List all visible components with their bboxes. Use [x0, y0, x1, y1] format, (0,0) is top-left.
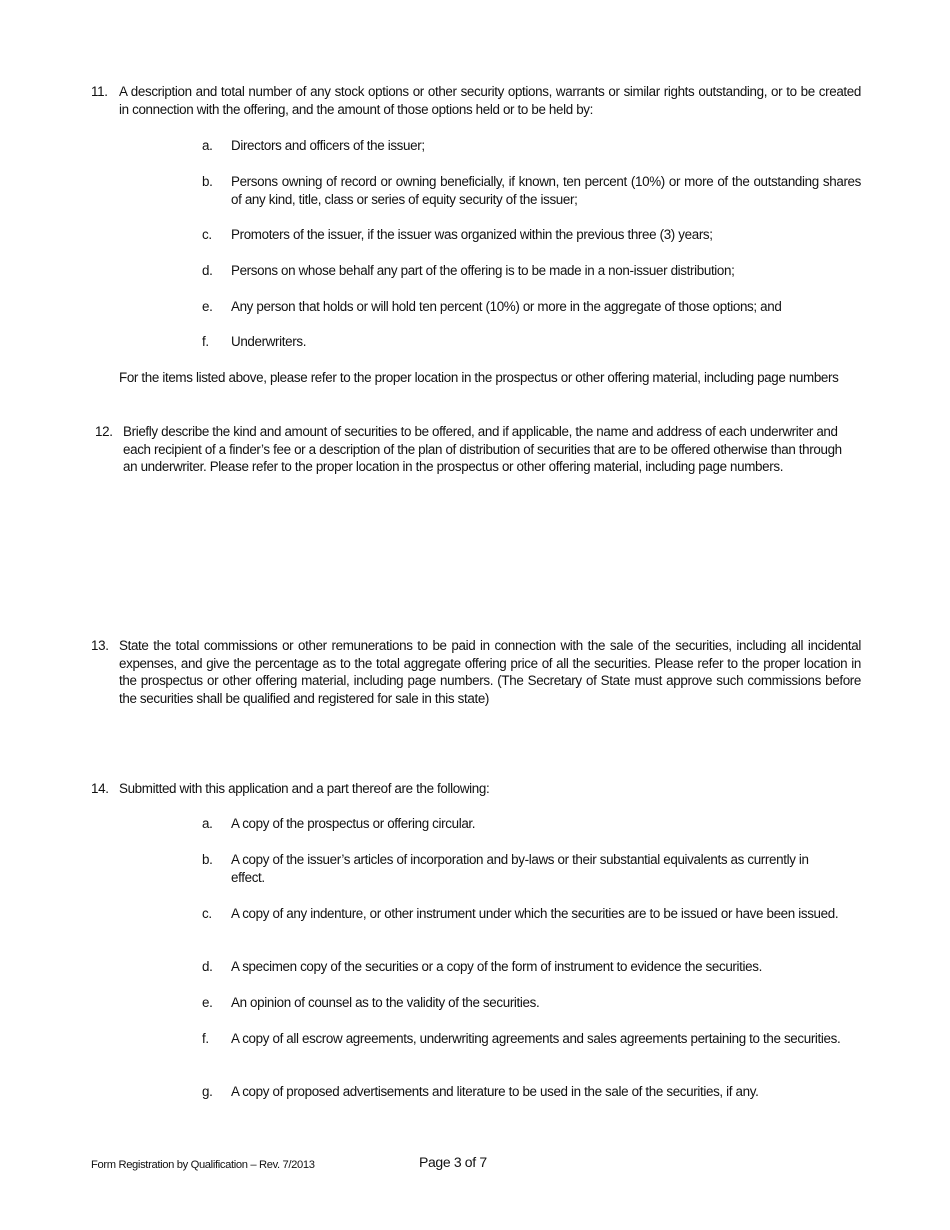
- footer-form-name: Form Registration by Qualification – Rev. 7/2013: [91, 1159, 315, 1171]
- item-number: 13.: [91, 638, 109, 653]
- subitem-text: Persons on whose behalf any part of the offering is to be made in a non-issuer distribution;: [231, 263, 735, 278]
- item-number: 11.: [91, 84, 108, 99]
- item-13: [91, 637, 861, 712]
- item-11: [91, 83, 861, 123]
- subitem-text: An opinion of counsel as to the validity of the securities.: [231, 995, 540, 1010]
- subitem-text: Promoters of the issuer, if the issuer was organized within the previous three (3) years;: [231, 227, 713, 242]
- subitem-text: Underwriters.: [231, 334, 307, 349]
- subitem-letter: f.: [202, 1031, 209, 1046]
- subitem-letter: c.: [202, 227, 212, 242]
- subitem-letter: g.: [202, 1084, 213, 1099]
- subitem-text: Directors and officers of the issuer;: [231, 138, 425, 153]
- item-number: 14.: [91, 781, 109, 796]
- subitem-letter: f.: [202, 334, 209, 349]
- subitem-letter: a.: [202, 138, 213, 153]
- subitem-text: A copy of any indenture, or other instrument under which the securities are to be issued or have been issued.: [231, 906, 839, 921]
- subitem-letter: d.: [202, 263, 213, 278]
- subitem-text: A copy of the prospectus or offering circular.: [231, 816, 476, 831]
- item-11-note: For the items listed above, please refer to the proper location in the prospectus or other offering material, including page numbers: [119, 370, 839, 385]
- subitem-letter: b.: [202, 174, 213, 189]
- subitem-letter: c.: [202, 906, 212, 921]
- subitem-text: A copy of all escrow agreements, underwriting agreements and sales agreements pertaining to the securities.: [231, 1031, 841, 1046]
- subitem-text: A specimen copy of the securities or a copy of the form of instrument to evidence the securities.: [231, 959, 762, 974]
- subitem-letter: e.: [202, 995, 213, 1010]
- subitem-letter: a.: [202, 816, 213, 831]
- subitem-text: A copy of proposed advertisements and literature to be used in the sale of the securities, if any.: [231, 1084, 759, 1099]
- subitem-letter: b.: [202, 852, 213, 867]
- item-text: State the total commissions or other remunerations to be paid in connection with the sale of the securities, including all incidental expenses, and give the percentage as to the total aggregate offering price of all the securities. Please refer to the proper location in the prospectus or other offering material, including page numbers. (The Secretary of State must approve such commissions before the securities shall be qualified and registered for sale in this state): [119, 638, 861, 706]
- item-text: Submitted with this application and a part thereof are the following:: [119, 781, 490, 796]
- item-14: [91, 780, 861, 800]
- footer-page-number: Page 3 of 7: [419, 1154, 487, 1170]
- subitem-letter: d.: [202, 959, 213, 974]
- item-number: 12.: [95, 424, 113, 439]
- item-text: Briefly describe the kind and amount of securities to be offered, and if applicable, the name and address of each underwriter and each recipient of a finder’s fee or a description of the plan of distribution of securities that are to be offered otherwise than through an underwriter. Please refer to the proper location in the prospectus or other offering material, including page numbers.: [123, 424, 842, 474]
- subitem-text: Any person that holds or will hold ten percent (10%) or more in the aggregate of those options; and: [231, 299, 782, 314]
- subitem-letter: e.: [202, 299, 213, 314]
- item-text: A description and total number of any stock options or other security options, warrants or similar rights outstanding, or to be created in connection with the offering, and the amount of those options held or to be held by:: [119, 84, 861, 117]
- item-12: [95, 423, 861, 498]
- subitem-text: A copy of the issuer’s articles of incorporation and by-laws or their substantial equivalents as currently in effect.: [231, 852, 809, 885]
- subitem-text: Persons owning of record or owning beneficially, if known, ten percent (10%) or more of the outstanding shares of any kind, title, class or series of equity security of the issuer;: [231, 174, 861, 207]
